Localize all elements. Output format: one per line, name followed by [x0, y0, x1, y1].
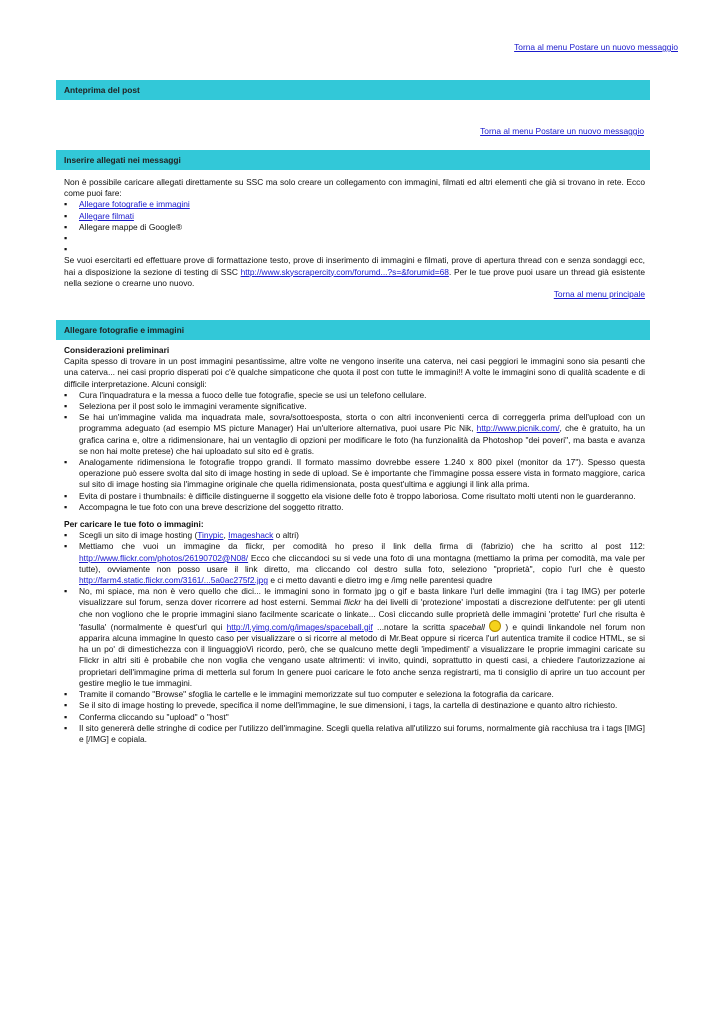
list-item: ▪ Conferma cliccando su "upload" o "host" — [64, 712, 645, 723]
attach-section — [64, 177, 645, 300]
list-item — [64, 211, 645, 222]
photos-header-bar — [56, 320, 650, 340]
list-item: ▪ Cura l'inquadratura e la messa a fuoco delle tue fotografie, specie se usi un telefono cellulare. — [64, 390, 645, 401]
list-item: ▪ Se hai un'immagine valida ma inquadrata male, sovra/sottoesposta, storta o con altri inconvenienti cerca di correggerla prima dell'upload con un programma adeguato (ad esempio MS picture Manager) Hai un'ulteriore alternativa, puoi usare Pic Nik, http://www.picnik.com/, che è gratuito, ha un grafica carina e, oltre a ridimensionare, hai un ventaglio di opzioni per modificare le foto (ha funzionalità da Photoshop "dei poveri", ma basta e avanza se non hai molte pretese) che hai uploadato sul sito ed è gratis. — [64, 412, 645, 457]
photos-section — [64, 345, 645, 745]
attach-outro: Se vuoi esercitarti ed effettuare prove di formattazione testo, prove di inserimento di immagini e filmati, prove di apertura thread con e senza sondaggi ecc, hai a disposizione la sezione di testing di SSC http://www.skyscrapercity.com/forumd...?s=&forumid=68. Per le tue prove puoi usare un thread già esistente nella sezione o crearne uno nuovo. — [64, 255, 645, 288]
preliminary-subtitle: Considerazioni preliminari — [64, 345, 170, 355]
tips-list — [64, 390, 645, 513]
spaceball-link[interactable]: http://l.yimg.com/g/images/spaceball.gif — [226, 621, 373, 632]
list-item — [64, 222, 645, 233]
list-item: ▪ Il sito genererà delle stringhe di codice per l'utilizzo dell'immagine. Scegli quella relativa all'utilizzo sui forums, normalmente già racchiusa tra i tags [IMG] e [/IMG] e copiala. — [64, 723, 645, 745]
list-item: ▪ Seleziona per il post solo le immagini veramente significative. — [64, 401, 645, 412]
photos-intro: Capita spesso di trovare in un post immagini pesantissime, altre volte ne vengono inserite una caterva, nei casi peggiori le immagini sono sia pesanti che una caterva... nei casi proprio disperati poi c'è qualche simpaticone che quota il post con tutte le immagini!! A volte le immagini sono di qualità scadente e di difficile interpretazione. Alcuni consigli: — [64, 356, 645, 389]
list-item: ▪ Accompagna le tue foto con una breve descrizione del soggetto ritratto. — [64, 502, 645, 513]
list-item — [64, 244, 645, 255]
flickr-image-link[interactable]: http://farm4.static.flickr.com/3161/...5a0ac275f2.jpg — [79, 575, 269, 586]
attach-intro: Non è possibile caricare allegati direttamente su SSC ma solo creare un collegamento con immagini, filmati ed altri elementi che già si trovano in rete. Ecco come puoi fare: — [64, 177, 645, 199]
imageshack-link[interactable]: Imageshack — [228, 530, 274, 541]
mid-nav-link[interactable]: Torna al menu Postare un nuovo messaggio — [480, 126, 644, 136]
photos-title: Allegare fotografie e immagini — [64, 325, 185, 335]
load-subtitle: Per caricare le tue foto o immagini: — [64, 519, 204, 530]
list-item: ▪ Analogamente ridimensiona le fotografie troppo grandi. Il formato massimo dovrebbe essere 1.240 x 800 pixel (monitor da 17"). Spesso questa operazione può essere svolta dal sito di image hosting in sede di upload. Se è importante che l'immagine possa essere vista in formato maggiore, carica sul sito di image hosting sia l'immagine originale che quella ridimensionata, posta quest'ultima e aggiungi il link alla prima. — [64, 457, 645, 491]
photos-link[interactable]: Allegare fotografie e immagini — [79, 199, 190, 210]
videos-link[interactable]: Allegare filmati — [79, 210, 134, 221]
list-item: ▪ Evita di postare i thumbnails: è difficile distinguerne il soggetto ela visione delle foto è troppo laboriosa. Come risultato molti utenti non le guarderanno. — [64, 491, 645, 502]
flickr-profile-link[interactable]: http://www.flickr.com/photos/26190702@N08/ — [79, 552, 249, 563]
maps-item: Allegare mappe di Google® — [79, 221, 183, 232]
picnik-link[interactable]: http://www.picnik.com/ — [476, 423, 560, 434]
list-item — [64, 233, 645, 244]
list-item: ▪ Se il sito di image hosting lo prevede, specifica il nome dell'immagine, le sue dimensioni, i tags, la cartella di destinazione e quanto altro richiesto. — [64, 700, 645, 711]
testing-forum-link[interactable]: http://www.skyscrapercity.com/forumd...?s=&forumid=68 — [240, 266, 449, 277]
list-item: ▪ Tramite il comando "Browse" sfoglia le cartelle e le immagini memorizzate sul tuo computer e seleziona la fotografia da caricare. — [64, 689, 645, 700]
preview-title: Anteprima del post — [64, 85, 140, 95]
attach-header-bar — [56, 150, 650, 170]
list-item: ▪ Mettiamo che vuoi un immagine da flickr, per comodità ho preso il link della firma di (fabrizio) che ha scritto al post 112: http://www.flickr.com/photos/26190702@N08/ Ecco che cliccandoci su si vede una foto di una montagna (mettiamo la prima per comodità, ma vale per tutte), ovviamente non posso usare il link diretto, ma cliccando col destro sulla foto, seleziono "proprietà", copio l'url che è questo http://farm4.static.flickr.com/3161/...5a0ac275f2.jpg e ci metto davanti e dietro img e /img nelle parentesi quadre — [64, 541, 645, 586]
top-nav-link[interactable]: Torna al menu Postare un nuovo messaggio — [514, 42, 678, 52]
list-item — [64, 199, 645, 210]
tinypic-link[interactable]: Tinypic — [197, 530, 224, 541]
list-item: ▪ Scegli un sito di image hosting (Tinypic, Imageshack o altri) — [64, 530, 645, 541]
list-item: ▪ No, mi spiace, ma non è vero quello che dici... le immagini sono in formato jpg o gif e basta linkare l'url delle immagini (tra i tag IMG) per poterle visualizzare sul forum, senza dover ricorrere ad host esterni. Semmai flickr ha dei livelli di 'protezione' impostati a discrezione dell'utente: per gli utenti che non vogliono che le proprie immagini siano facilmente scaricate o linkate... Così cliccando sulle proprietà delle immagini 'protette' l'url che risulta è 'fasulla' (normalmente è quest'url qui http://l.yimg.com/g/images/spaceball.gif ...notare la scritta spaceball ) e quindi linkandole nel forum non apparira alcuna immagine In questo caso per visualizzare o si ricorre al metodo di Mr.Beat oppure si ricerca l'url autentica tramite il codice HTML, se si ha un po' di dimestichezza con il linguaggioVi ricordo, però, che se qualcuno mette degli 'impedimenti' a visualizzare le proprie immagini caricate su Flickr in altri siti è probabile che non voglia che vengano usate altrimenti: vi invito, quindi, soprattutto in questi casi, a chiedere l'autorizzazione ai proprietari dell'immagine prima di metterla sul forum In genere puoi caricare le foto anche senza registrarti, ma ti consiglio di aprire un tuo account per gestire meglio le tue immagini. — [64, 586, 645, 689]
steps-list — [64, 530, 645, 745]
main-menu-link[interactable]: Torna al menu principale — [553, 289, 645, 300]
attach-title: Inserire allegati nei messaggi — [64, 155, 181, 165]
attach-list — [64, 199, 645, 255]
preview-header-bar — [56, 80, 650, 100]
smiley-icon — [489, 620, 501, 632]
